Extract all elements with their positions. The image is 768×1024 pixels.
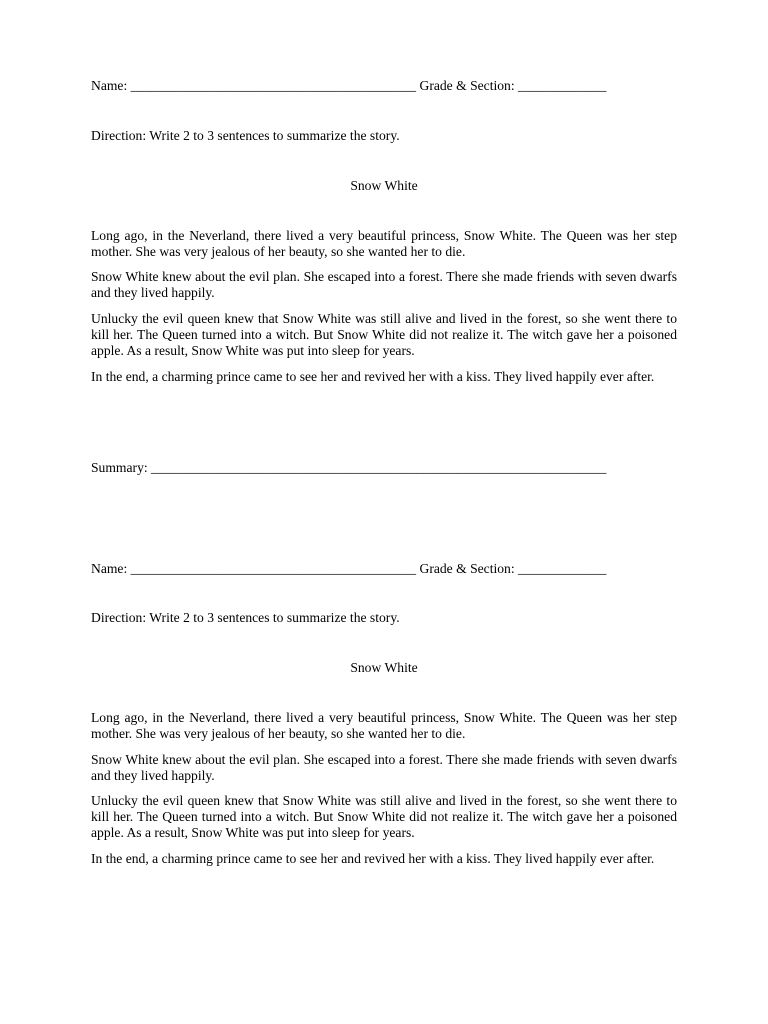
direction-text: Direction: Write 2 to 3 sentences to summarize the story. [91,128,400,143]
story-paragraph-4: In the end, a charming prince came to see her and revived her with a kiss. They lived happily ever after. [91,851,655,866]
story-paragraph-1: Long ago, in the Neverland, there lived a very beautiful princess, Snow White. The Queen was her step mother. She was very jealous of her beauty, so she wanted her to die. [91,710,677,741]
summary-line: Summary: ___________________________________________________________________ [91,460,607,475]
name-grade-line: Name: __________________________________________ Grade & Section: _____________ [91,561,607,576]
direction-text: Direction: Write 2 to 3 sentences to summarize the story. [91,610,400,625]
story-paragraph-1: Long ago, in the Neverland, there lived a very beautiful princess, Snow White. The Queen was her step mother. She was very jealous of her beauty, so she wanted her to die. [91,228,677,259]
story-paragraph-2: Snow White knew about the evil plan. She escaped into a forest. There she made friends with seven dwarfs and they lived happily. [91,752,677,783]
name-grade-line: Name: __________________________________________ Grade & Section: _____________ [91,78,607,93]
story-paragraph-2: Snow White knew about the evil plan. She escaped into a forest. There she made friends with seven dwarfs and they lived happily. [91,269,677,300]
story-title: Snow White [350,660,418,675]
story-paragraph-3: Unlucky the evil queen knew that Snow White was still alive and lived in the forest, so she went there to kill her. The Queen turned into a witch. But Snow White did not realize it. The witch gave her a poisoned apple. As a result, Snow White was put into sleep for years. [91,311,677,358]
story-paragraph-4: In the end, a charming prince came to see her and revived her with a kiss. They lived happily ever after. [91,369,655,384]
story-paragraph-3: Unlucky the evil queen knew that Snow White was still alive and lived in the forest, so she went there to kill her. The Queen turned into a witch. But Snow White did not realize it. The witch gave her a poisoned apple. As a result, Snow White was put into sleep for years. [91,793,677,840]
story-title: Snow White [350,178,418,193]
